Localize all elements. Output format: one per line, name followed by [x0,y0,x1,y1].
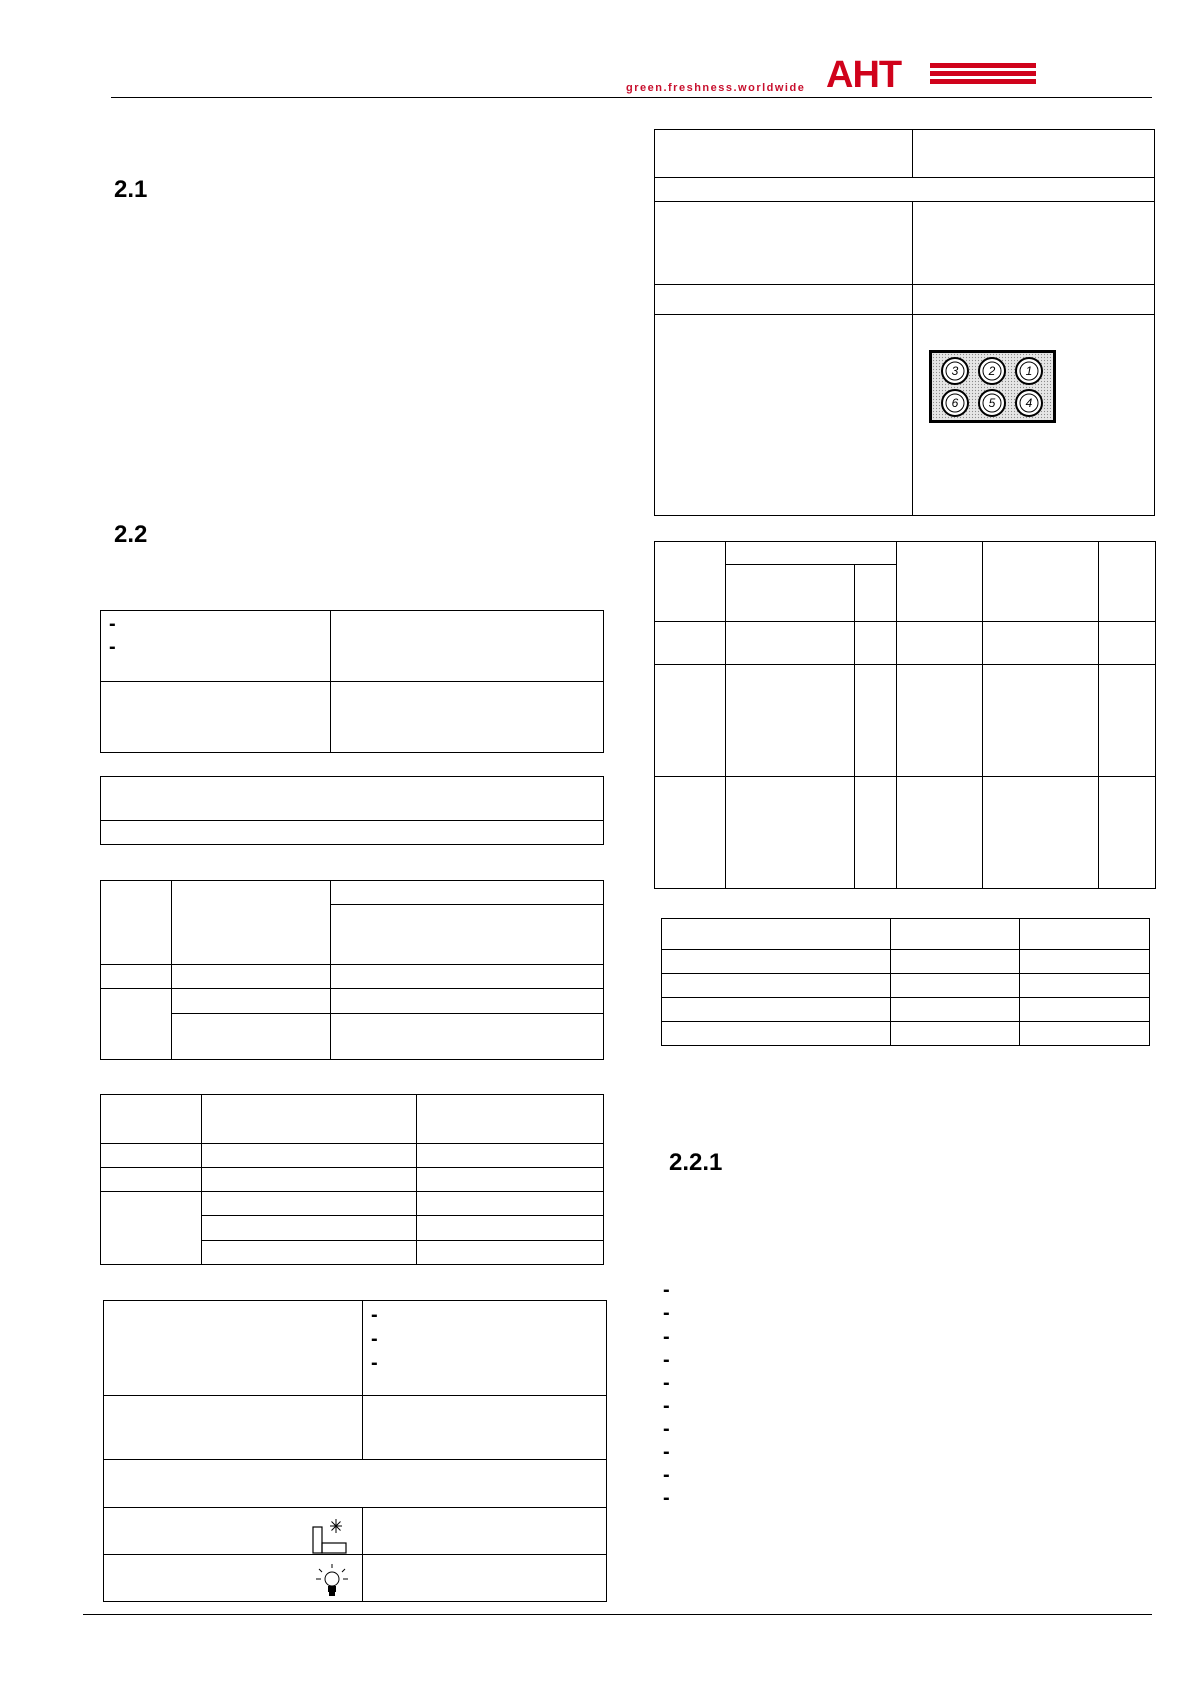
list-bullet: - [663,1464,670,1486]
section-2-2-heading: 2.2 [114,521,148,548]
cooling-icon [310,1517,350,1557]
list-bullet: - [663,1326,670,1348]
list-bullet: - [663,1302,670,1324]
table-right-1 [654,129,1155,516]
table-right-3 [661,918,1150,1046]
pin-label: 3 [951,364,959,378]
brand-logo-bars [930,63,1036,87]
pin-label: 6 [951,396,959,410]
section-2-1-heading: 2.1 [114,176,148,203]
section-2-2-1-heading: 2.2.1 [669,1149,723,1176]
list-bullet: - [371,1352,378,1374]
brand-tagline: green.freshness.worldwide [626,82,806,94]
table-left-1 [100,610,604,753]
list-bullet: - [663,1372,670,1394]
pin-label: 1 [1025,364,1033,378]
table-left-3 [100,880,604,1060]
brand-logo-text: AHT [826,54,902,96]
table-left-2 [100,776,604,845]
header-rule [111,97,1152,98]
connector-pinout-diagram [929,350,1057,424]
list-bullet: - [371,1304,378,1326]
list-bullet: - [663,1487,670,1509]
list-bullet: - [663,1418,670,1440]
footer-rule [83,1614,1152,1615]
table-right-2 [654,541,1156,889]
list-bullet: - [663,1441,670,1463]
table-left-4 [100,1094,604,1265]
light-bulb-icon [312,1561,352,1601]
list-bullet: - [663,1395,670,1417]
table-left-5 [103,1300,607,1602]
pin-label: 4 [1025,396,1033,410]
list-bullet: - [109,613,116,635]
list-bullet: - [109,636,116,658]
pin-label: 2 [988,364,996,378]
pin-label: 5 [988,396,996,410]
list-bullet: - [371,1328,378,1350]
list-bullet: - [663,1279,670,1301]
list-bullet: - [663,1349,670,1371]
